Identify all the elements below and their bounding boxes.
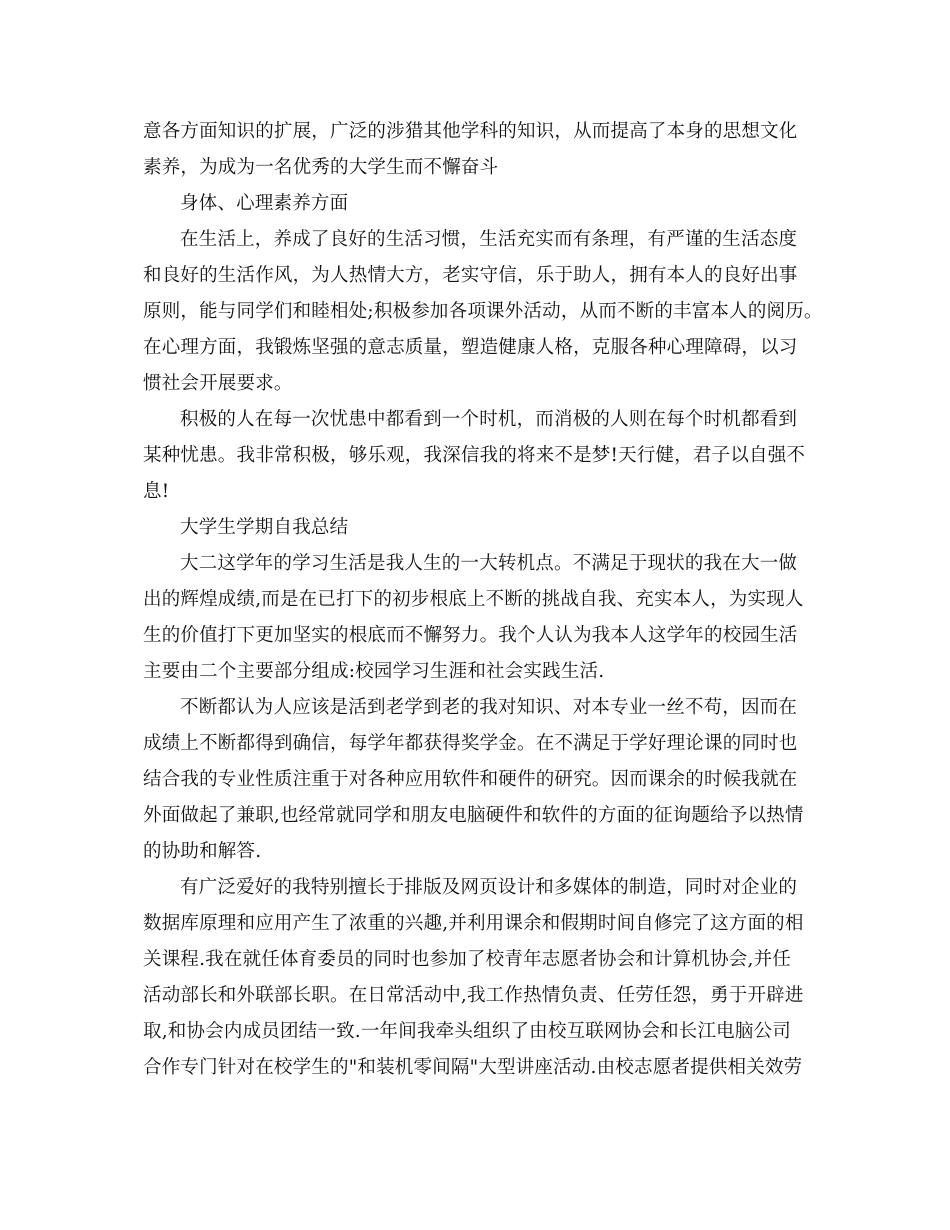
text-line: 出的辉煌成绩,而是在已打下的初步根底上不断的挑战自我、充实本人，为实现人 bbox=[143, 589, 804, 610]
text-line: 某种忧患。我非常积极，够乐观，我深信我的将来不是梦!天行健，君子以自强不 bbox=[143, 445, 806, 466]
text-line: 数据库原理和应用产生了浓重的兴趣,并利用课余和假期时间自修完了这方面的相 bbox=[143, 913, 804, 934]
text-line: 主要由二个主要部分组成:校园学习生涯和社会实践生活. bbox=[143, 661, 605, 682]
text-line: 的协助和解答. bbox=[143, 841, 262, 862]
text-line: 积极的人在每一次忧患中都看到一个时机，而消极的人则在每个时机都看到 bbox=[180, 409, 798, 430]
text-line: 不断都认为人应该是活到老学到老的我对知识、对本专业一丝不苟，因而在 bbox=[180, 697, 798, 718]
text-line: 在心理方面，我锻炼坚强的意志质量，塑造健康人格，克服各种心理障碍，以习 bbox=[143, 337, 798, 358]
text-line: 关课程.我在就任体育委员的同时也参加了校青年志愿者协会和计算机协会,并任 bbox=[143, 949, 791, 970]
text-line: 取,和协会内成员团结一致.一年间我牵头组织了由校互联网协会和长江电脑公司 bbox=[143, 1021, 791, 1042]
section-heading: 身体、心理素养方面 bbox=[180, 193, 349, 214]
text-line: 和良好的生活作风，为人热情大方，老实守信，乐于助人，拥有本人的良好出事 bbox=[143, 265, 798, 286]
text-line: 在生活上，养成了良好的生活习惯，生活充实而有条理，有严谨的生活态度 bbox=[180, 229, 798, 250]
text-line: 大二这学年的学习生活是我人生的一大转机点。不满足于现状的我在大一做 bbox=[180, 553, 798, 574]
section-heading: 大学生学期自我总结 bbox=[180, 517, 349, 538]
text-line: 生的价值打下更加坚实的根底而不懈努力。我个人认为我本人这学年的校园生活 bbox=[143, 625, 798, 646]
text-line: 素养，为成为一名优秀的大学生而不懈奋斗 bbox=[143, 157, 499, 178]
text-line: 结合我的专业性质注重于对各种应用软件和硬件的研究。因而课余的时候我就在 bbox=[143, 769, 798, 790]
text-line: 外面做起了兼职,也经常就同学和朋友电脑硬件和软件的方面的征询题给予以热情 bbox=[143, 805, 804, 826]
text-line: 息! bbox=[143, 481, 170, 502]
text-line: 惯社会开展要求。 bbox=[143, 373, 293, 394]
text-line: 意各方面知识的扩展，广泛的涉猎其他学科的知识，从而提高了本身的思想文化 bbox=[143, 121, 798, 142]
text-line: 原则，能与同学们和睦相处;积极参加各项课外活动，从而不断的丰富本人的阅历。 bbox=[143, 301, 823, 322]
text-line: 成绩上不断都得到确信，每学年都获得奖学金。在不满足于学好理论课的同时也 bbox=[143, 733, 798, 754]
text-line: 合作专门针对在校学生的"和装机零间隔"大型讲座活动.由校志愿者提供相关效劳 bbox=[143, 1057, 803, 1078]
text-line: 活动部长和外联部长职。在日常活动中,我工作热情负责、任劳任怨，勇于开辟进 bbox=[143, 985, 804, 1006]
text-line: 有广泛爱好的我特别擅长于排版及网页设计和多媒体的制造，同时对企业的 bbox=[180, 877, 798, 898]
